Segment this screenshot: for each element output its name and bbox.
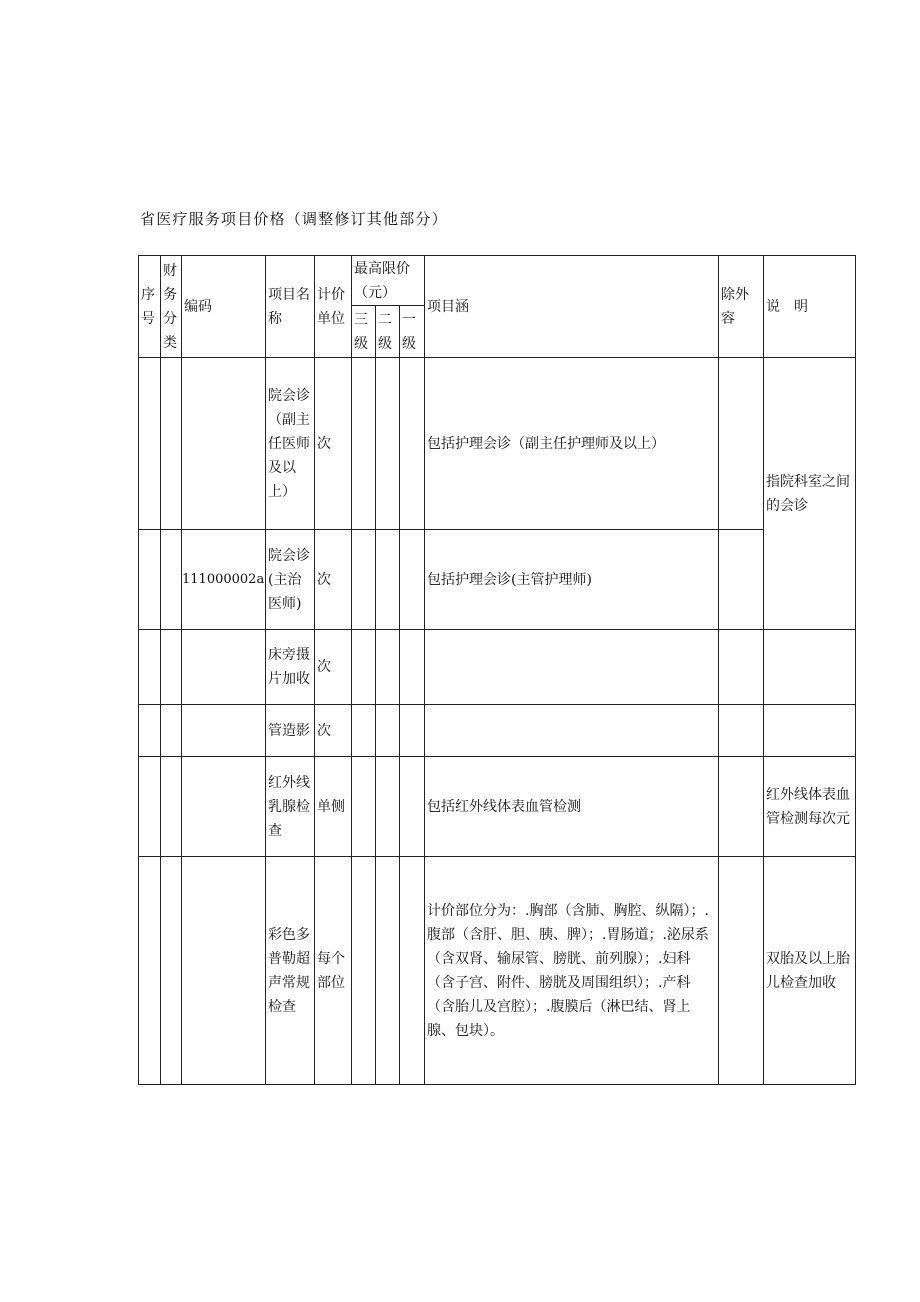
cell-seq	[139, 757, 161, 857]
cell-fin-cat	[161, 630, 182, 705]
table-row	[139, 705, 856, 757]
header-max-price: 最高限价（元）	[352, 256, 425, 306]
cell-tier2	[376, 358, 400, 530]
cell-content: 包括护理会诊（副主任护理师及以上）	[425, 358, 719, 530]
header-tier1: 一级	[400, 306, 425, 358]
cell-fin-cat	[161, 705, 182, 757]
cell-seq	[139, 358, 161, 530]
document-title: 省医疗服务项目价格（调整修订其他部分）	[140, 210, 448, 228]
cell-unit: 单侧	[315, 757, 352, 857]
cell-code	[182, 757, 266, 857]
cell-fin-cat	[161, 530, 182, 630]
cell-tier2	[376, 705, 400, 757]
header-item-name: 项目名称	[266, 256, 315, 358]
cell-content: 包括红外线体表血管检测	[425, 757, 719, 857]
cell-tier3	[352, 530, 376, 630]
cell-tier1	[400, 530, 425, 630]
cell-note: 双胎及以上胎儿检查加收	[764, 857, 856, 1085]
price-table	[138, 255, 856, 1085]
cell-code	[182, 857, 266, 1085]
cell-exclusions	[719, 358, 764, 530]
cell-tier1	[400, 630, 425, 705]
cell-unit: 每个部位	[315, 857, 352, 1085]
cell-note-merged: 指院科室之间的会诊	[764, 358, 856, 630]
cell-exclusions	[719, 630, 764, 705]
cell-content: 计价部位分为：.胸部（含肺、胸腔、纵隔）；.腹部（含肝、胆、胰、脾）；.胃肠道；.泌尿系（含双肾、输尿管、膀胱、前列腺）；.妇科（含子宫、附件、膀胱及周围组织）；.产科（含胎儿及宫腔）；.腹膜后（淋巴结、肾上腺、包块）。	[425, 857, 719, 1085]
header-exclusions: 除外容	[719, 256, 764, 358]
cell-content	[425, 630, 719, 705]
cell-item-name: 院会诊(主治医师)	[266, 530, 315, 630]
cell-tier1	[400, 705, 425, 757]
table-row	[139, 358, 856, 530]
cell-tier2	[376, 857, 400, 1085]
cell-content: 包括护理会诊(主管护理师)	[425, 530, 719, 630]
cell-seq	[139, 630, 161, 705]
cell-code: 111000002a	[182, 530, 266, 630]
header-seq: 序号	[139, 256, 161, 358]
header-row	[139, 256, 856, 306]
cell-content	[425, 705, 719, 757]
cell-item-name: 红外线乳腺检查	[266, 757, 315, 857]
cell-exclusions	[719, 705, 764, 757]
header-tier3: 三级	[352, 306, 376, 358]
cell-unit: 次	[315, 705, 352, 757]
cell-tier3	[352, 705, 376, 757]
cell-seq	[139, 857, 161, 1085]
cell-exclusions	[719, 530, 764, 630]
cell-fin-cat	[161, 857, 182, 1085]
cell-unit: 次	[315, 630, 352, 705]
cell-item-name: 院会诊（副主任医师及以上）	[266, 358, 315, 530]
header-note: 说 明	[764, 256, 856, 358]
header-fin-cat: 财务分类	[161, 256, 182, 358]
table-row	[139, 857, 856, 1085]
cell-code	[182, 358, 266, 530]
cell-item-name: 彩色多普勒超声常规检查	[266, 857, 315, 1085]
cell-tier1	[400, 857, 425, 1085]
cell-note: 红外线体表血管检测每次元	[764, 757, 856, 857]
cell-tier2	[376, 630, 400, 705]
cell-exclusions	[719, 857, 764, 1085]
cell-tier2	[376, 530, 400, 630]
cell-tier3	[352, 630, 376, 705]
header-tier2: 二级	[376, 306, 400, 358]
cell-tier1	[400, 358, 425, 530]
cell-tier1	[400, 757, 425, 857]
cell-item-name: 管造影	[266, 705, 315, 757]
table-row	[139, 630, 856, 705]
cell-tier2	[376, 757, 400, 857]
cell-unit: 次	[315, 358, 352, 530]
table-row	[139, 757, 856, 857]
cell-code	[182, 705, 266, 757]
header-content: 项目涵	[425, 256, 719, 358]
cell-fin-cat	[161, 757, 182, 857]
cell-tier3	[352, 857, 376, 1085]
header-code: 编码	[182, 256, 266, 358]
header-unit: 计价单位	[315, 256, 352, 358]
cell-seq	[139, 530, 161, 630]
table-row	[139, 530, 856, 630]
cell-item-name: 床旁摄片加收	[266, 630, 315, 705]
cell-seq	[139, 705, 161, 757]
cell-exclusions	[719, 757, 764, 857]
cell-tier3	[352, 358, 376, 530]
cell-note	[764, 630, 856, 705]
cell-fin-cat	[161, 358, 182, 530]
cell-tier3	[352, 757, 376, 857]
cell-note	[764, 705, 856, 757]
cell-unit: 次	[315, 530, 352, 630]
cell-code	[182, 630, 266, 705]
